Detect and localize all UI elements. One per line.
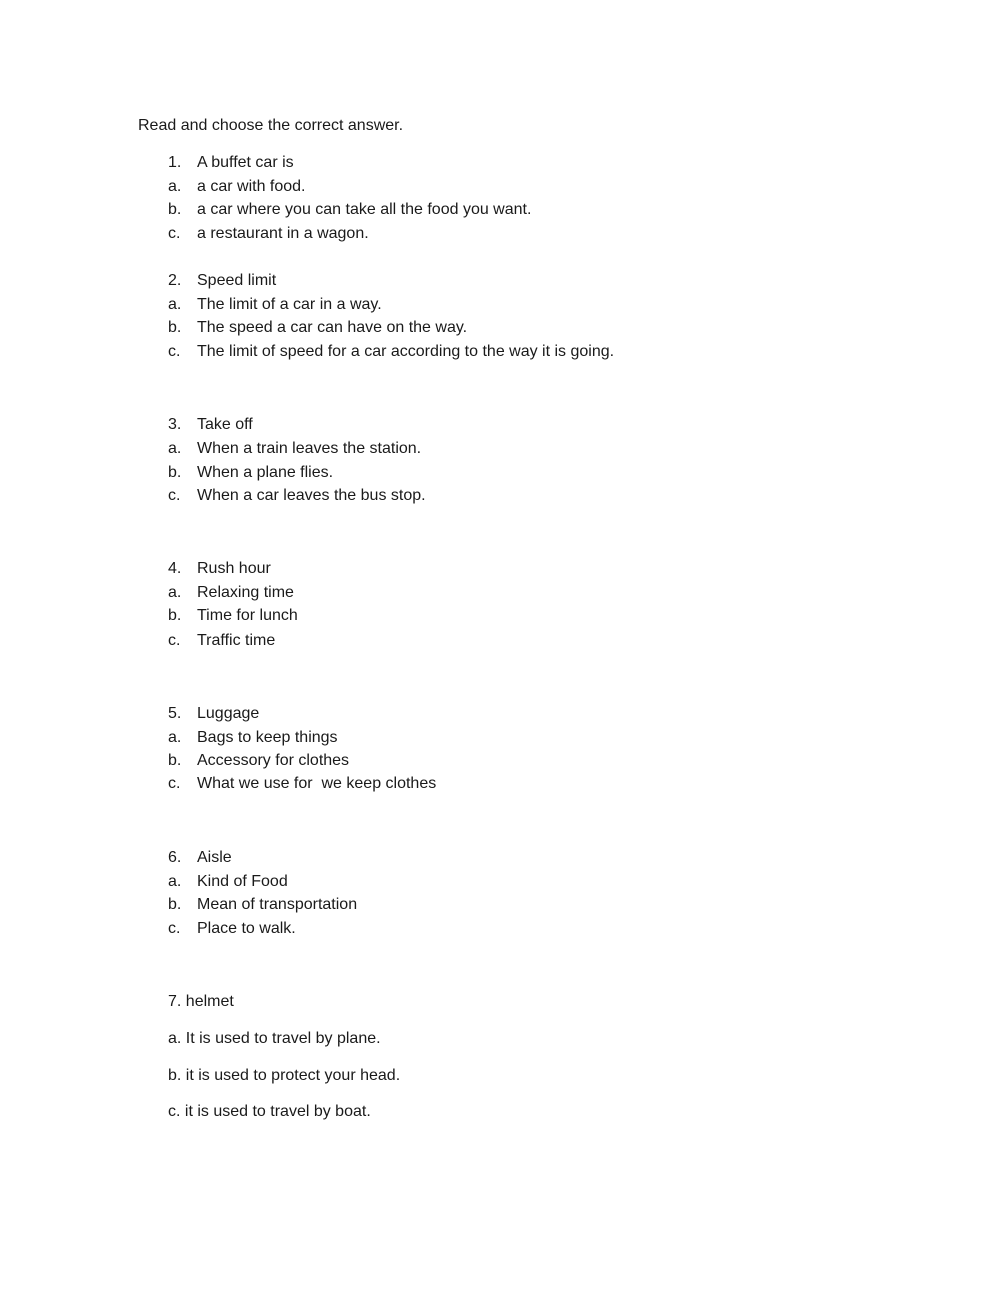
- option-text: Relaxing time: [197, 584, 294, 601]
- option-text: Place to walk.: [197, 920, 296, 937]
- option-letter: a.: [168, 584, 182, 601]
- option-text: When a plane flies.: [197, 464, 334, 481]
- option-text: What we use for we keep clothes: [197, 775, 437, 792]
- option-text: When a train leaves the station.: [197, 440, 422, 457]
- option-letter: a.: [168, 729, 182, 746]
- option-letter: a.: [168, 873, 182, 890]
- option-text: The speed a car can have on the way.: [197, 319, 468, 336]
- question-prompt: Rush hour: [197, 560, 271, 577]
- option-letter: c.: [168, 775, 181, 792]
- option-text: a car with food.: [197, 178, 306, 195]
- option-text: a restaurant in a wagon.: [197, 225, 369, 242]
- option-letter: b.: [168, 896, 182, 913]
- option-text: a. It is used to travel by plane.: [168, 1030, 381, 1047]
- option-text: Time for lunch: [197, 607, 298, 624]
- question-prompt: Luggage: [197, 705, 260, 722]
- instruction-text: Read and choose the correct answer.: [138, 117, 404, 134]
- question-prompt: A buffet car is: [197, 154, 294, 171]
- option-letter: b.: [168, 752, 182, 769]
- option-text: b. it is used to protect your head.: [168, 1067, 401, 1084]
- option-letter: c.: [168, 343, 181, 360]
- question-number: 3.: [168, 416, 182, 433]
- option-text: c. it is used to travel by boat.: [168, 1103, 371, 1120]
- question-prompt: 7. helmet: [168, 993, 234, 1010]
- option-text: Bags to keep things: [197, 729, 338, 746]
- option-letter: a.: [168, 178, 182, 195]
- option-letter: b.: [168, 319, 182, 336]
- option-text: Kind of Food: [197, 873, 288, 890]
- question-number: 6.: [168, 849, 182, 866]
- option-letter: b.: [168, 464, 182, 481]
- question-prompt: Speed limit: [197, 272, 277, 289]
- question-number: 4.: [168, 560, 182, 577]
- question-number: 5.: [168, 705, 182, 722]
- question-prompt: Aisle: [197, 849, 232, 866]
- option-letter: a.: [168, 440, 182, 457]
- option-text: a car where you can take all the food you want.: [197, 201, 532, 218]
- option-text: Accessory for clothes: [197, 752, 350, 769]
- option-letter: c.: [168, 225, 181, 242]
- option-text: Traffic time: [197, 632, 276, 649]
- question-number: 1.: [168, 154, 182, 171]
- option-text: When a car leaves the bus stop.: [197, 487, 426, 504]
- question-number: 2.: [168, 272, 182, 289]
- option-text: The limit of a car in a way.: [197, 296, 382, 313]
- option-letter: c.: [168, 632, 181, 649]
- option-letter: b.: [168, 607, 182, 624]
- option-letter: a.: [168, 296, 182, 313]
- question-prompt: Take off: [197, 416, 253, 433]
- option-text: The limit of speed for a car according to the way it is going.: [197, 343, 615, 360]
- option-letter: c.: [168, 920, 181, 937]
- option-letter: c.: [168, 487, 181, 504]
- option-letter: b.: [168, 201, 182, 218]
- option-text: Mean of transportation: [197, 896, 358, 913]
